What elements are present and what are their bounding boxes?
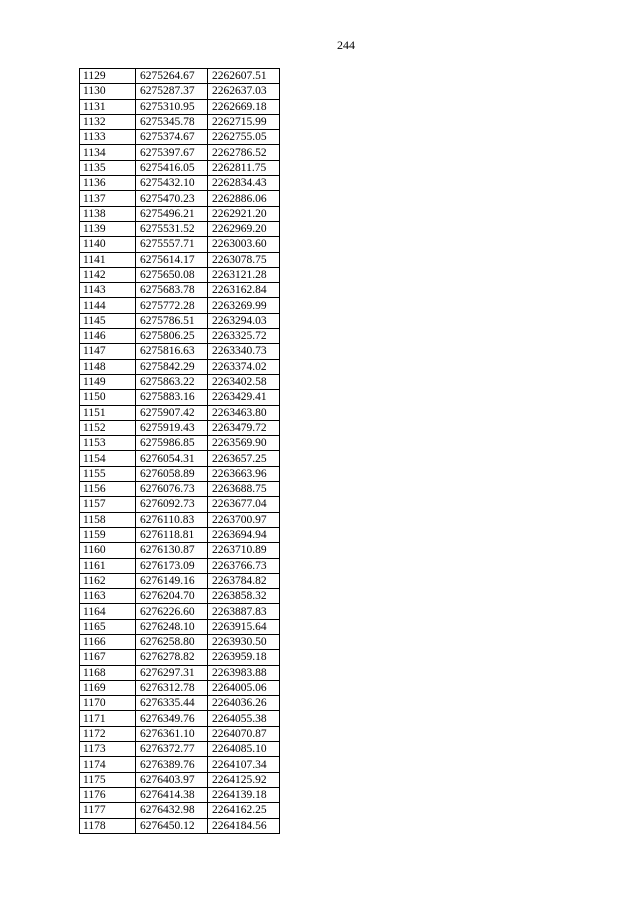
x-coordinate-cell: 6275786.51 [136,313,208,328]
y-coordinate-cell: 2263887.83 [208,604,280,619]
point-number-cell: 1173 [80,742,136,757]
point-number-cell: 1130 [80,84,136,99]
point-number-cell: 1148 [80,359,136,374]
x-coordinate-cell: 6276173.09 [136,558,208,573]
table-row [80,130,280,145]
x-coordinate-cell: 6276258.80 [136,634,208,649]
x-coordinate-cell: 6275816.63 [136,344,208,359]
y-coordinate-cell: 2263663.96 [208,466,280,481]
point-number-cell: 1150 [80,390,136,405]
table-row [80,634,280,649]
y-coordinate-cell: 2263162.84 [208,283,280,298]
y-coordinate-cell: 2264070.87 [208,726,280,741]
x-coordinate-cell: 6276349.76 [136,711,208,726]
x-coordinate-cell: 6276248.10 [136,619,208,634]
x-coordinate-cell: 6275432.10 [136,176,208,191]
x-coordinate-cell: 6275310.95 [136,99,208,114]
point-number-cell: 1138 [80,206,136,221]
y-coordinate-cell: 2262921.20 [208,206,280,221]
x-coordinate-cell: 6276450.12 [136,818,208,833]
table-row [80,283,280,298]
x-coordinate-cell: 6275264.67 [136,69,208,84]
point-number-cell: 1174 [80,757,136,772]
table-row [80,298,280,313]
table-row [80,84,280,99]
x-coordinate-cell: 6276432.98 [136,803,208,818]
y-coordinate-cell: 2263003.60 [208,237,280,252]
x-coordinate-cell: 6275883.16 [136,390,208,405]
table-row [80,390,280,405]
table-row [80,787,280,802]
coordinates-table [79,68,280,834]
table-row [80,344,280,359]
x-coordinate-cell: 6275531.52 [136,221,208,236]
x-coordinate-cell: 6276389.76 [136,757,208,772]
x-coordinate-cell: 6275683.78 [136,283,208,298]
x-coordinate-cell: 6276297.31 [136,665,208,680]
x-coordinate-cell: 6275496.21 [136,206,208,221]
y-coordinate-cell: 2263858.32 [208,589,280,604]
y-coordinate-cell: 2263479.72 [208,420,280,435]
y-coordinate-cell: 2263784.82 [208,573,280,588]
coordinates-table-body [80,69,280,834]
x-coordinate-cell: 6276092.73 [136,497,208,512]
point-number-cell: 1151 [80,405,136,420]
x-coordinate-cell: 6275416.05 [136,160,208,175]
y-coordinate-cell: 2262834.43 [208,176,280,191]
y-coordinate-cell: 2263930.50 [208,634,280,649]
y-coordinate-cell: 2263325.72 [208,329,280,344]
point-number-cell: 1167 [80,650,136,665]
y-coordinate-cell: 2262786.52 [208,145,280,160]
y-coordinate-cell: 2263694.94 [208,527,280,542]
y-coordinate-cell: 2262886.06 [208,191,280,206]
page-number: 244 [337,38,355,52]
y-coordinate-cell: 2263657.25 [208,451,280,466]
x-coordinate-cell: 6275374.67 [136,130,208,145]
table-row [80,206,280,221]
y-coordinate-cell: 2262607.51 [208,69,280,84]
table-row [80,589,280,604]
point-number-cell: 1172 [80,726,136,741]
y-coordinate-cell: 2263429.41 [208,390,280,405]
table-row [80,543,280,558]
y-coordinate-cell: 2263766.73 [208,558,280,573]
table-row [80,818,280,833]
x-coordinate-cell: 6276058.89 [136,466,208,481]
point-number-cell: 1143 [80,283,136,298]
y-coordinate-cell: 2263078.75 [208,252,280,267]
x-coordinate-cell: 6276130.87 [136,543,208,558]
table-row [80,803,280,818]
table-row [80,604,280,619]
point-number-cell: 1154 [80,451,136,466]
x-coordinate-cell: 6276118.81 [136,527,208,542]
table-row [80,436,280,451]
table-row [80,726,280,741]
table-row [80,680,280,695]
y-coordinate-cell: 2262755.05 [208,130,280,145]
point-number-cell: 1142 [80,267,136,282]
table-row [80,160,280,175]
x-coordinate-cell: 6275907.42 [136,405,208,420]
x-coordinate-cell: 6276226.60 [136,604,208,619]
table-row [80,252,280,267]
y-coordinate-cell: 2263374.02 [208,359,280,374]
x-coordinate-cell: 6276149.16 [136,573,208,588]
point-number-cell: 1165 [80,619,136,634]
table-row [80,221,280,236]
point-number-cell: 1132 [80,114,136,129]
point-number-cell: 1139 [80,221,136,236]
y-coordinate-cell: 2263463.80 [208,405,280,420]
y-coordinate-cell: 2263959.18 [208,650,280,665]
point-number-cell: 1156 [80,482,136,497]
table-row [80,405,280,420]
table-row [80,99,280,114]
x-coordinate-cell: 6275557.71 [136,237,208,252]
point-number-cell: 1131 [80,99,136,114]
y-coordinate-cell: 2263915.64 [208,619,280,634]
table-row [80,420,280,435]
y-coordinate-cell: 2263688.75 [208,482,280,497]
x-coordinate-cell: 6275863.22 [136,374,208,389]
x-coordinate-cell: 6276054.31 [136,451,208,466]
point-number-cell: 1145 [80,313,136,328]
point-number-cell: 1176 [80,787,136,802]
x-coordinate-cell: 6276312.78 [136,680,208,695]
table-row [80,267,280,282]
point-number-cell: 1158 [80,512,136,527]
x-coordinate-cell: 6275287.37 [136,84,208,99]
y-coordinate-cell: 2262969.20 [208,221,280,236]
x-coordinate-cell: 6276204.70 [136,589,208,604]
x-coordinate-cell: 6275650.08 [136,267,208,282]
y-coordinate-cell: 2264055.38 [208,711,280,726]
point-number-cell: 1160 [80,543,136,558]
y-coordinate-cell: 2264005.06 [208,680,280,695]
point-number-cell: 1133 [80,130,136,145]
point-number-cell: 1152 [80,420,136,435]
x-coordinate-cell: 6275614.17 [136,252,208,267]
x-coordinate-cell: 6275986.85 [136,436,208,451]
point-number-cell: 1163 [80,589,136,604]
point-number-cell: 1155 [80,466,136,481]
y-coordinate-cell: 2262669.18 [208,99,280,114]
y-coordinate-cell: 2264036.26 [208,696,280,711]
table-row [80,145,280,160]
y-coordinate-cell: 2263569.90 [208,436,280,451]
table-row [80,359,280,374]
table-row [80,742,280,757]
table-row [80,512,280,527]
table-row [80,573,280,588]
point-number-cell: 1140 [80,237,136,252]
y-coordinate-cell: 2263677.04 [208,497,280,512]
point-number-cell: 1175 [80,772,136,787]
x-coordinate-cell: 6275806.25 [136,329,208,344]
table-row [80,451,280,466]
point-number-cell: 1171 [80,711,136,726]
y-coordinate-cell: 2264085.10 [208,742,280,757]
y-coordinate-cell: 2264107.34 [208,757,280,772]
y-coordinate-cell: 2263294.03 [208,313,280,328]
point-number-cell: 1170 [80,696,136,711]
point-number-cell: 1147 [80,344,136,359]
table-row [80,619,280,634]
point-number-cell: 1146 [80,329,136,344]
y-coordinate-cell: 2263269.99 [208,298,280,313]
x-coordinate-cell: 6275345.78 [136,114,208,129]
x-coordinate-cell: 6276110.83 [136,512,208,527]
y-coordinate-cell: 2263340.73 [208,344,280,359]
point-number-cell: 1144 [80,298,136,313]
point-number-cell: 1141 [80,252,136,267]
table-row [80,527,280,542]
x-coordinate-cell: 6275470.23 [136,191,208,206]
y-coordinate-cell: 2264139.18 [208,787,280,802]
point-number-cell: 1135 [80,160,136,175]
x-coordinate-cell: 6276076.73 [136,482,208,497]
table-row [80,696,280,711]
point-number-cell: 1153 [80,436,136,451]
point-number-cell: 1136 [80,176,136,191]
point-number-cell: 1129 [80,69,136,84]
x-coordinate-cell: 6276335.44 [136,696,208,711]
y-coordinate-cell: 2262637.03 [208,84,280,99]
point-number-cell: 1157 [80,497,136,512]
y-coordinate-cell: 2263700.97 [208,512,280,527]
point-number-cell: 1164 [80,604,136,619]
point-number-cell: 1168 [80,665,136,680]
table-row [80,466,280,481]
x-coordinate-cell: 6275772.28 [136,298,208,313]
x-coordinate-cell: 6275397.67 [136,145,208,160]
point-number-cell: 1161 [80,558,136,573]
point-number-cell: 1169 [80,680,136,695]
table-row [80,313,280,328]
y-coordinate-cell: 2263402.58 [208,374,280,389]
table-row [80,757,280,772]
point-number-cell: 1134 [80,145,136,160]
table-row [80,374,280,389]
table-row [80,237,280,252]
y-coordinate-cell: 2264162.25 [208,803,280,818]
table-row [80,772,280,787]
table-row [80,114,280,129]
point-number-cell: 1149 [80,374,136,389]
table-row [80,665,280,680]
x-coordinate-cell: 6276372.77 [136,742,208,757]
y-coordinate-cell: 2264184.56 [208,818,280,833]
x-coordinate-cell: 6275919.43 [136,420,208,435]
table-row [80,69,280,84]
table-row [80,191,280,206]
point-number-cell: 1159 [80,527,136,542]
x-coordinate-cell: 6276278.82 [136,650,208,665]
y-coordinate-cell: 2263121.28 [208,267,280,282]
y-coordinate-cell: 2263983.88 [208,665,280,680]
table-row [80,711,280,726]
y-coordinate-cell: 2262811.75 [208,160,280,175]
point-number-cell: 1162 [80,573,136,588]
table-row [80,482,280,497]
x-coordinate-cell: 6276414.38 [136,787,208,802]
x-coordinate-cell: 6275842.29 [136,359,208,374]
x-coordinate-cell: 6276361.10 [136,726,208,741]
table-row [80,497,280,512]
point-number-cell: 1166 [80,634,136,649]
point-number-cell: 1178 [80,818,136,833]
y-coordinate-cell: 2264125.92 [208,772,280,787]
x-coordinate-cell: 6276403.97 [136,772,208,787]
table-row [80,329,280,344]
table-row [80,650,280,665]
table-row [80,558,280,573]
y-coordinate-cell: 2263710.89 [208,543,280,558]
point-number-cell: 1177 [80,803,136,818]
table-row [80,176,280,191]
y-coordinate-cell: 2262715.99 [208,114,280,129]
point-number-cell: 1137 [80,191,136,206]
